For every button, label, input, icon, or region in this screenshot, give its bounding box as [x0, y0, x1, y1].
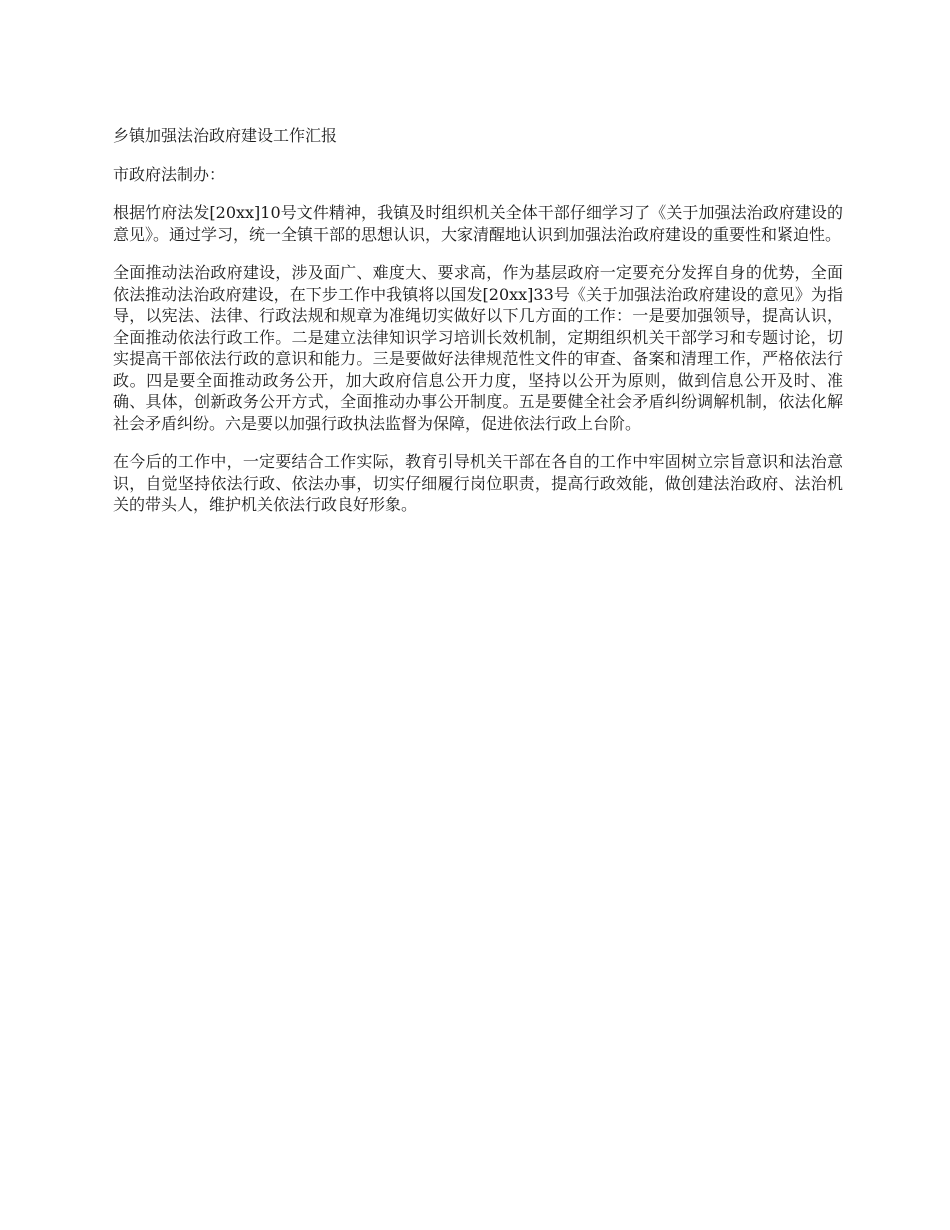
paragraph: 全面推动法治政府建设，涉及面广、难度大、要求高，作为基层政府一定要充分发挥自身的优势，全面依法推动法治政府建设，在下步工作中我镇将以国发[20xx]33号《关于加强法治政府建设的意见》为指导，以宪法、法律、行政法规和规章为准绳切实做好以下几方面的工作：一是要加强领导，提高认识，全面推动依法行政工作。二是建立法律知识学习培训长效机制，定期组织机关干部学习和专题讨论，切实提高干部依法行政的意识和能力。三是要做好法律规范性文件的审查、备案和清理工作，严格依法行政。四是要全面推动政务公开，加大政府信息公开力度，坚持以公开为原则，做到信息公开及时、准确、具体，创新政务公开方式，全面推动办事公开制度。五是要健全社会矛盾纠纷调解机制，依法化解社会矛盾纠纷。六是要以加强行政执法监督为保障，促进依法行政上台阶。 — [113, 263, 843, 433]
document-title: 乡镇加强法治政府建设工作汇报 — [113, 126, 338, 145]
document-body — [113, 125, 843, 533]
document-salutation: 市政府法制办： — [113, 164, 226, 184]
paragraph: 根据竹府法发[20xx]10号文件精神，我镇及时组织机关全体干部仔细学习了《关于加强法治政府建设的意见》。通过学习，统一全镇干部的思想认识，大家清醒地认识到加强法治政府建设的重要性和紧迫性。 — [113, 203, 843, 244]
paragraph: 在今后的工作中，一定要结合工作实际，教育引导机关干部在各自的工作中牢固树立宗旨意识和法治意识，自觉坚持依法行政、依法办事，切实仔细履行岗位职责，提高行政效能，做创建法治政府、法治机关的带头人，维护机关依法行政良好形象。 — [113, 452, 843, 514]
